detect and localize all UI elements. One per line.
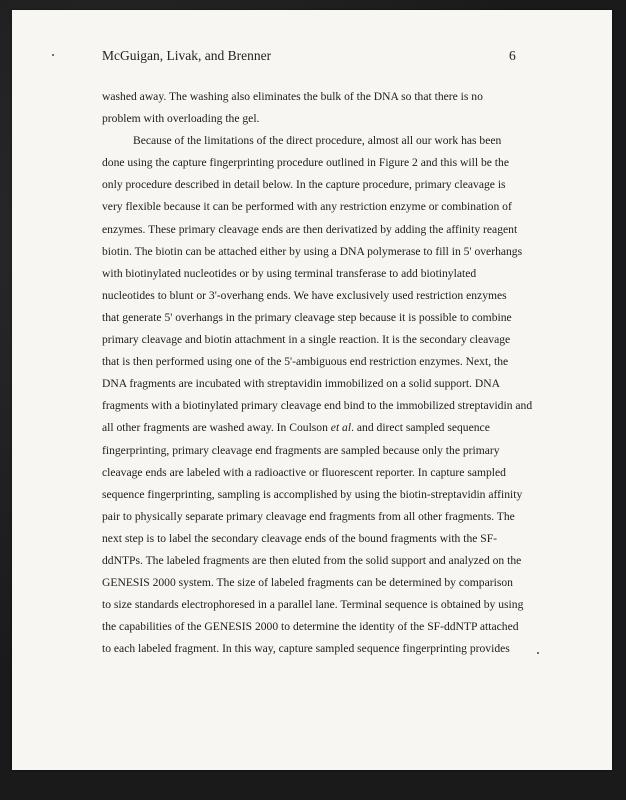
text-line	[102, 506, 542, 528]
text-run: only procedure described in detail below. In the capture procedure, primary cleavage is	[102, 178, 506, 192]
text-run: Because of the limitations of the direct procedure, almost all our work has been	[133, 134, 502, 148]
text-line	[102, 174, 542, 196]
text-line	[102, 594, 542, 616]
text-line	[102, 130, 542, 152]
text-line	[102, 196, 542, 218]
text-line	[102, 550, 542, 572]
text-line: washed away. The washing also eliminates the bulk of the DNA so that there is no	[102, 90, 483, 103]
text-run: sequence fingerprinting, sampling is accomplished by using the biotin-streptavidin affinity	[102, 487, 523, 501]
text-run: pair to physically separate primary cleavage end fragments from all other fragments. The	[102, 509, 515, 523]
text-line	[102, 219, 542, 241]
text-run: with biotinylated nucleotides or by using terminal transferase to add biotinylated	[102, 266, 477, 280]
text-run: GENESIS 2000 system. The size of labeled fragments can be determined by comparison	[102, 576, 513, 590]
text-run: ddNTPs. The labeled fragments are then eluted from the solid support and analyzed on the	[102, 553, 522, 567]
text-line	[102, 329, 542, 351]
text-run: nucleotides to blunt or 3'-overhang ends. We have exclusively used restriction enzymes	[102, 288, 507, 302]
text-line	[102, 462, 542, 484]
text-line	[102, 417, 542, 439]
text-run: to size standards electrophoresed in a parallel lane. Terminal sequence is obtained by using	[102, 598, 524, 612]
text-line	[102, 351, 542, 373]
text-line	[102, 528, 542, 550]
text-line	[102, 152, 542, 174]
text-run: primary cleavage and biotin attachment in a single reaction. It is the secondary cleavage	[102, 333, 511, 347]
text-run: that generate 5' overhangs in the primary cleavage step because it is possible to combine	[102, 310, 512, 324]
text-run: . and direct sampled sequence	[351, 421, 490, 435]
text-run: enzymes. These primary cleavage ends are then derivatized by adding the affinity reagent	[102, 222, 518, 236]
text-run: next step is to label the secondary cleavage ends of the bound fragments with the SF-	[102, 531, 498, 545]
text-run: that is then performed using one of the 5'-ambiguous end restriction enzymes. Next, the	[102, 355, 509, 369]
text-run: to each labeled fragment. In this way, capture sampled sequence fingerprinting provides	[102, 642, 510, 656]
text-line	[102, 440, 542, 462]
text-line	[102, 263, 542, 285]
scan-speck	[52, 54, 54, 56]
text-line	[102, 616, 542, 638]
text-run: fingerprinting, primary cleavage end fragments are sampled because only the primary	[102, 443, 500, 457]
text-run: DNA fragments are incubated with streptavidin immobilized on a solid support. DNA	[102, 377, 500, 391]
text-line	[102, 395, 542, 417]
text-line	[102, 307, 542, 329]
text-line: problem with overloading the gel.	[102, 112, 260, 126]
running-header-authors: McGuigan, Livak, and Brenner	[102, 48, 272, 63]
text-line	[102, 638, 542, 660]
body-text	[102, 86, 542, 660]
text-run: cleavage ends are labeled with a radioactive or fluorescent reporter. In capture sampled	[102, 465, 506, 479]
text-run: fragments with a biotinylated primary cleavage end bind to the immobilized streptavidin and	[102, 399, 533, 413]
text-line	[102, 484, 542, 506]
text-run: the capabilities of the GENESIS 2000 to determine the identity of the SF-ddNTP attached	[102, 620, 519, 634]
text-line	[102, 572, 542, 594]
text-run: biotin. The biotin can be attached either by using a DNA polymerase to fill in 5' overhangs	[102, 244, 523, 258]
paragraph	[102, 86, 542, 130]
text-line	[102, 241, 542, 263]
text-run: very flexible because it can be performed with any restriction enzyme or combination of	[102, 200, 512, 214]
text-line	[102, 285, 542, 307]
document-page	[12, 10, 612, 770]
page-number: 6	[509, 48, 516, 63]
text-run: all other fragments are washed away. In Coulson	[102, 421, 331, 435]
text-line	[102, 373, 542, 395]
paragraph	[102, 130, 542, 660]
text-run: done using the capture fingerprinting procedure outlined in Figure 2 and this will be the	[102, 156, 509, 170]
italic-text: et al	[330, 421, 352, 435]
